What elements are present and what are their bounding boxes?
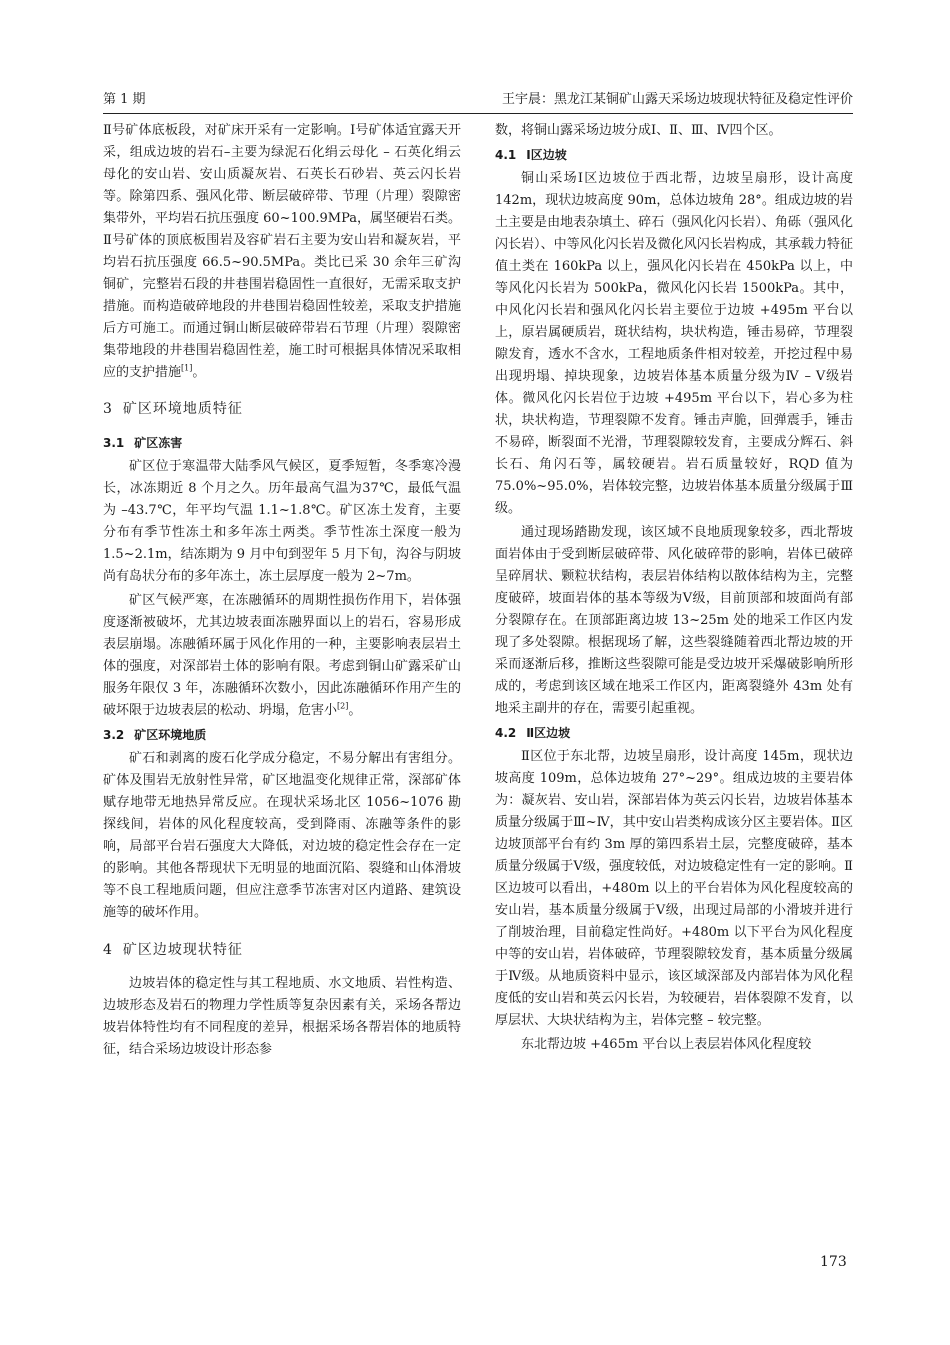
paragraph-4-1-b: 通过现场踏勘发现，该区域不良地质现象较多，西北帮坡面岩体由于受到断层破碎带、风化破碎带的影响，岩体已破碎呈碎屑状、颗粒状结构，表层岩体结构以散体结构为主，完整度破碎，坡面岩体的基本等级为Ⅴ级，目前顶部和坡面尚有部分裂隙存在。在顶部距离边坡 13~25m 处的地采工作区内发现了多处裂隙。根据现场了解，这些裂缝随着西北帮边坡的开采而逐渐后移，推断这些裂隙可能是受边坡开采爆破影响所形成的，考虑到该区域在地采工作区内，距离裂缝外 43m 处有地采主副井的存在，需要引起重视。 (495, 525, 853, 716)
paragraph-3-2: 矿石和剥离的废石化学成分稳定，不易分解出有害组分。矿体及围岩无放射性异常，矿区地温变化规律正常，深部矿体赋存地带无地热异常反应。在现状采场北区 1056~1076 勘探线间，岩体的风化程度较高，受到降雨、冻融等条件的影响，局部平台岩石强度大大降低，对边坡的稳定性会存在一定的影响。其他各帮现状下无明显的地面沉陷、裂缝和山体滑坡等不良工程地质问题，但应注意季节冻害对区内道路、建筑设施等的破坏作用。 (103, 751, 461, 920)
header-title: 王宇晨：黑龙江某铜矿山露天采场边坡现状特征及稳定性评价 (501, 92, 853, 107)
subsection-heading-4-1: 4.1 Ⅰ区边坡 (495, 148, 567, 162)
page-number: 173 (820, 1254, 847, 1270)
intro-paragraph: Ⅱ号矿体底板段，对矿床开采有一定影响。Ⅰ号矿体适宜露天开采，组成边坡的岩石–主要为绿泥石化绢云母化 – 石英化绢云母化的安山岩、安山质凝灰岩、石英长石砂岩、英云闪长岩等。除第四系、强风化带、断层破碎带、节理（片理）裂隙密集带外，平均岩石抗压强度 60~100.9MPa，属坚硬岩石类。Ⅱ号矿体的顶底板围岩及容矿岩石主要为安山岩和凝灰岩，平均岩石抗压强度 66.5~90.5MPa。类比已采 30 余年三矿沟铜矿，完整岩石段的井巷围岩稳固性一直很好，无需采取支护措施。而构造破碎地段的井巷围岩稳固性较差，采取支护措施后方可施工。而通过铜山断层破碎带岩石节理（片理）裂隙密集带地段的井巷围岩稳固性差，施工时可根据具体情况采取相应的支护措施[1]。 (103, 123, 462, 380)
paragraph-3-1-a: 矿区位于寒温带大陆季风气候区，夏季短暂，冬季寒冷漫长，冰冻期近 8 个月之久。历年最高气温为37℃，最低气温为 –43.7℃，年平均气温 1.1~1.8℃。矿区冻土发育，主要分布有季节性冻土和多年冻土两类。季节性冻土深度一般为 1.5~2.1m，结冻期为 9 月中旬到翌年 5 月下旬，沟谷与阴坡尚有岛状分布的多年冻土，冻土层厚度一般为 2~7m。 (103, 459, 461, 584)
section-heading-4: 4 矿区边坡现状特征 (103, 942, 243, 958)
subsection-heading-3-2: 3.2 矿区环境地质 (103, 728, 207, 742)
paragraph-4-1-a: 铜山采场Ⅰ区边坡位于西北帮，边坡呈扇形，设计高度 142m，现状边坡高度 90m，总体边坡角 28°。组成边坡的岩土主要是由地表杂填土、碎石（强风化闪长岩）、角砾（强风化闪长岩）、中等风化闪长岩及微化风闪长岩构成，其承载力特征值土类在 160kPa 以上，强风化闪长岩在 450kPa 以上，中等风化闪长岩为 500kPa，微风化闪长岩 1500kPa。其中，中风化闪长岩和强风化闪长岩主要位于边坡 +495m 平台以上，原岩属硬质岩，斑状结构，块状构造，锤击易碎，节理裂隙发育，透水不含水，工程地质条件相对较差，开挖过程中易出现坍塌、掉块现象，边坡岩体基本质量分级为Ⅳ – Ⅴ级岩体。微风化闪长岩位于边坡 +495m 平台以下，岩心多为柱状，块状构造，节理裂隙不发育。锤击声脆，回弹震手，锤击不易碎，断裂面不光滑，节理裂隙较发育，主要成分辉石、斜长石、角闪石等，属较硬岩。岩石质量较好，RQD 值为 75.0%~95.0%，岩体较完整，边坡岩体基本质量分级属于Ⅲ级。 (495, 171, 853, 516)
section-heading-3: 3 矿区环境地质特征 (103, 401, 243, 417)
left-column (103, 120, 461, 1061)
subsection-heading-3-1: 3.1 矿区冻害 (103, 436, 183, 450)
right-column (495, 120, 853, 1056)
paragraph-4-2-a: Ⅱ区位于东北帮，边坡呈扇形，设计高度 145m，现状边坡高度 109m，总体边坡角 27°~29°。组成边坡的主要岩体为：凝灰岩、安山岩，深部岩体为英云闪长岩，边坡岩体基本质量分级属于Ⅲ~Ⅳ，其中安山岩类构成该分区主要岩体。Ⅱ区边坡顶部平台有约 3m 厚的第四系岩土层，完整度破碎，基本质量分级属于Ⅴ级，强度较低，对边坡稳定性有一定的影响。Ⅱ区边坡可以看出，+480m 以上的平台岩体为风化程度较高的安山岩，基本质量分级属于Ⅴ级，出现过局部的小滑坡并进行了削坡治理，目前稳定性尚好。+480m 以下平台为风化程度中等的安山岩，岩体破碎，节理裂隙较发育，基本质量分级属于Ⅳ级。从地质资料中显示，该区域深部及内部岩体为风化程度低的安山岩和英云闪长岩，为较硬岩，岩体裂隙不发育，以厚层状、大块状结构为主，岩体完整 – 较完整。 (495, 749, 853, 1028)
paragraph-4-continued: 数，将铜山露采场边坡分成Ⅰ、Ⅱ、Ⅲ、Ⅳ四个区。 (495, 123, 782, 138)
issue-label: 第 1 期 (103, 92, 146, 107)
citation[interactable]: [2] (337, 701, 349, 711)
header-rule (103, 113, 853, 114)
paragraph-3-1-b: 矿区气候严寒，在冻融循环的周期性损伤作用下，岩体强度逐渐被破坏，尤其边坡表面冻融界面以上的岩石，容易形成表层崩塌。冻融循环属于风化作用的一种，主要影响表层岩土体的强度，对深部岩土体的影响有限。考虑到铜山矿露采矿山服务年限仅 3 年，冻融循环次数小，因此冻融循环作用产生的破坏限于边坡表层的松动、坍塌，危害小[2]。 (103, 593, 461, 718)
citation[interactable]: [1] (181, 363, 193, 373)
paragraph-4-2-b: 东北帮边坡 +465m 平台以上表层岩体风化程度较 (521, 1037, 812, 1052)
subsection-heading-4-2: 4.2 Ⅱ区边坡 (495, 726, 571, 740)
running-header (103, 92, 853, 108)
paragraph-4: 边坡岩体的稳定性与其工程地质、水文地质、岩性构造、边坡形态及岩石的物理力学性质等复杂因素有关，采场各帮边坡岩体特性均有不同程度的差异，根据采场各帮岩体的地质特征，结合采场边坡设计形态参 (103, 976, 461, 1057)
